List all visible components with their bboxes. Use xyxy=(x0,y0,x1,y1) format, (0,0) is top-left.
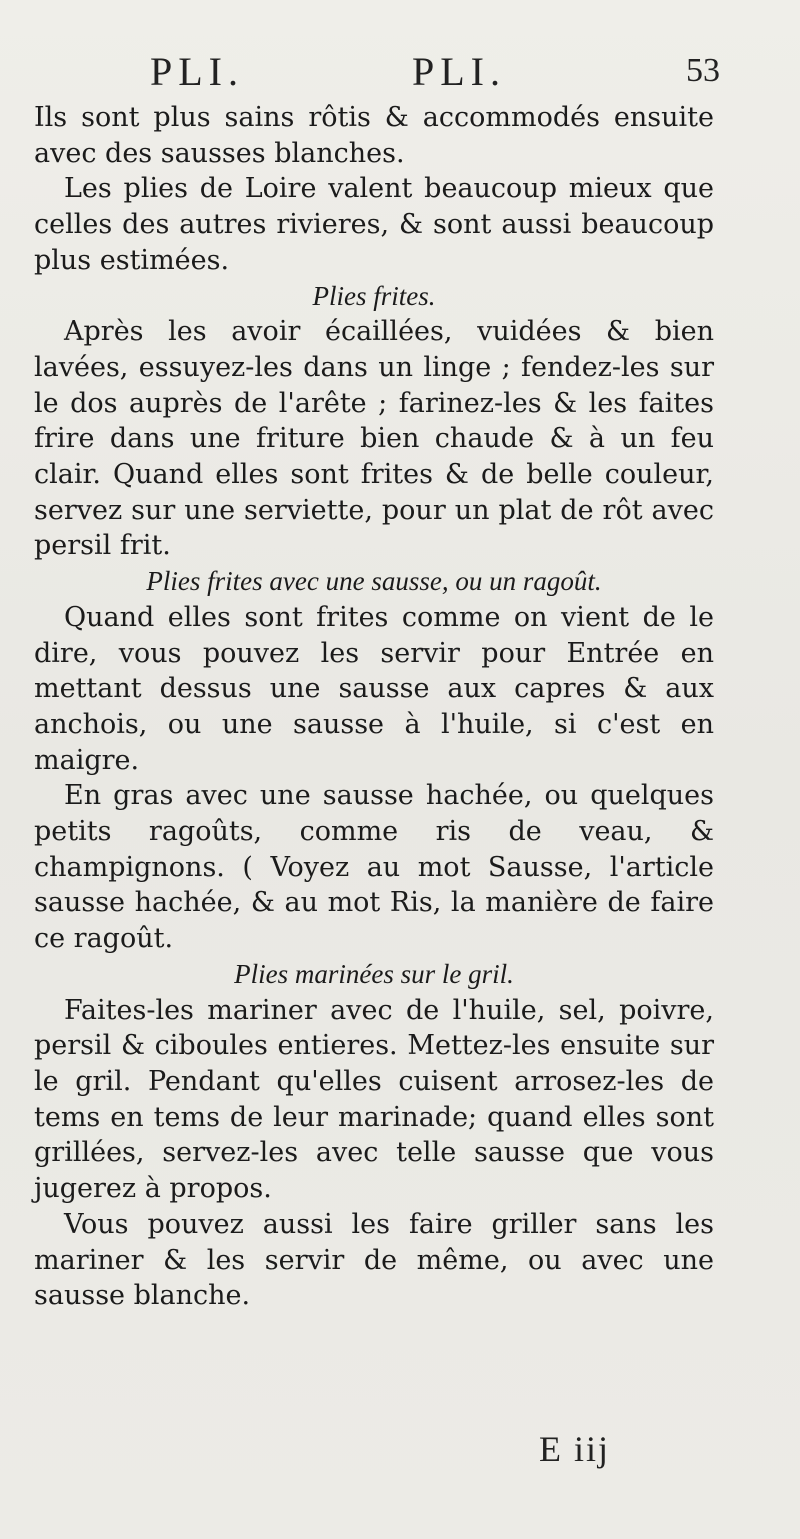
paragraph: Ils sont plus sains rôtis & accommodés ensuite avec des sausses blanches. xyxy=(34,102,714,169)
section-title: Plies frites avec une sausse, ou un ragoût. xyxy=(146,566,602,597)
paragraph: Quand elles sont frites comme on vient de le dire, vous pouvez les servir pour Entrée en mettant dessus une sausse aux capres & aux anchois, ou une sausse à l'huile, si c'est en maigre. xyxy=(34,601,714,776)
paragraph: En gras avec une sausse hachée, ou quelques petits ragoûts, comme ris de veau, & champignons. ( Voyez au mot Sausse, l'article sausse hachée, & au mot Ris, la manière de faire ce ragoût. xyxy=(34,780,714,955)
paragraph: Les plies de Loire valent beaucoup mieux que celles des autres rivieres, & sont aussi beaucoup plus estimées. xyxy=(34,173,714,276)
header-right: PLI. xyxy=(412,49,506,94)
section-title: Plies marinées sur le gril. xyxy=(234,958,514,989)
paragraph: Après les avoir écaillées, vuidées & bien lavées, essuyez-les dans un linge ; fendez-les sur le dos auprès de l'arête ; farinez-les & les faites frire dans une friture bien chaude & à un feu clair. Quand elles sont frites & de belle couleur, servez sur une serviette, pour un plat de rôt avec persil frit. xyxy=(34,316,714,562)
signature-mark: E iij xyxy=(539,1429,610,1469)
section-title: Plies frites. xyxy=(312,280,436,311)
body-text xyxy=(34,100,714,1314)
paragraph: Faites-les mariner avec de l'huile, sel, poivre, persil & ciboules entieres. Mettez-les ensuite sur le gril. Pendant qu'elles cuisent arrosez-les de tems en tems de leur marinade; quand elles sont grillées, servez-les avec telle sausse que vous jugerez à propos. xyxy=(34,994,714,1205)
header-left: PLI. xyxy=(150,49,244,94)
running-header xyxy=(150,48,720,104)
paragraph: Vous pouvez aussi les faire griller sans les mariner & les servir de même, ou avec une sausse blanche. xyxy=(34,1208,714,1312)
page-number: 53 xyxy=(686,52,720,89)
